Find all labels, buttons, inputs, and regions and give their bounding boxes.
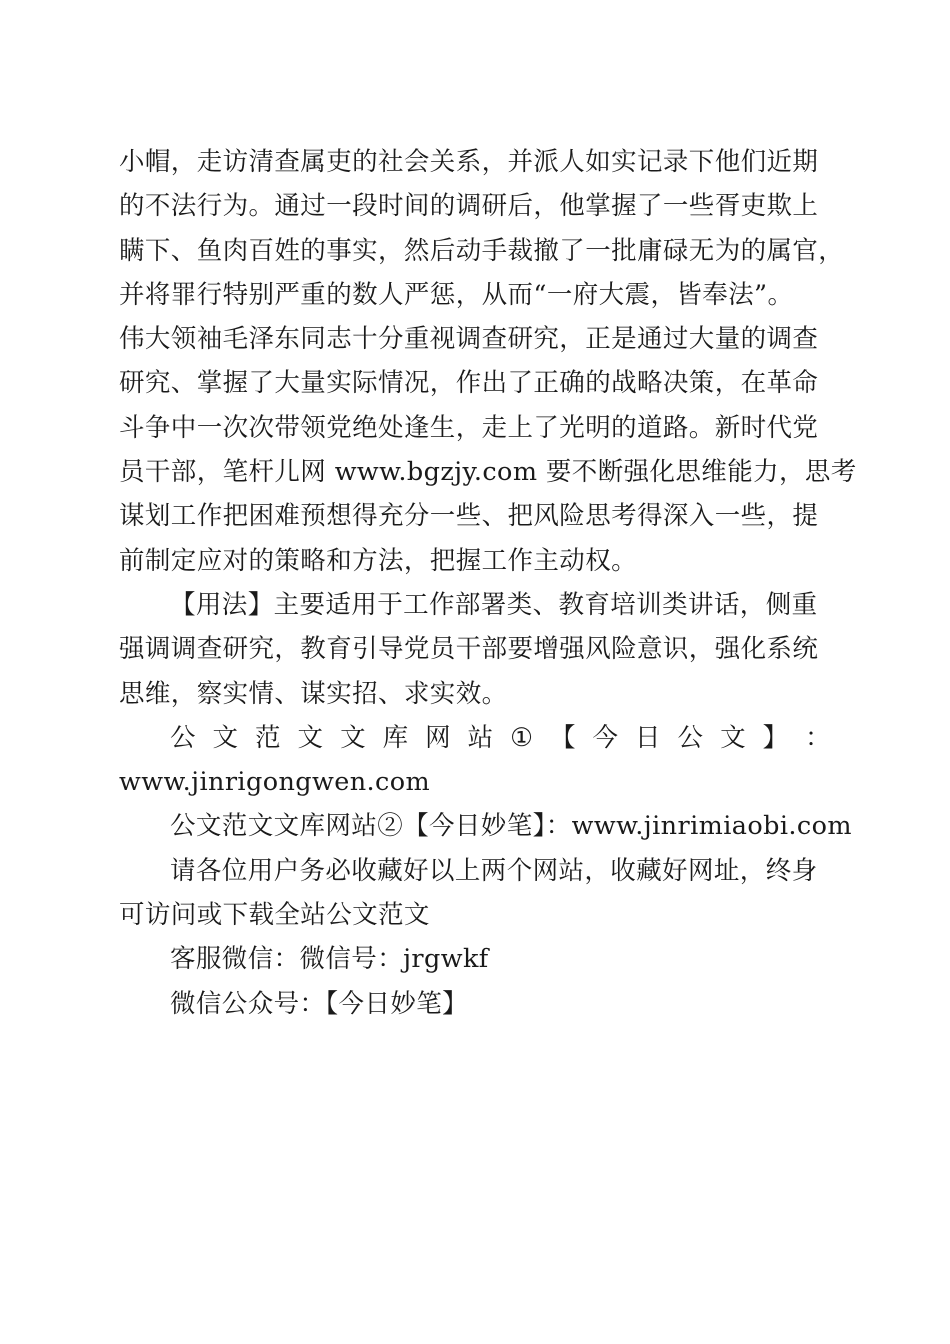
site1-char: 公 [170,722,196,753]
body-paragraph [119,140,857,583]
text-line: 斗争中一次次带领党绝处逢生，走上了光明的道路。新时代党 [119,412,819,443]
text-line: 谋划工作把困难预想得充分一些、把风险思考得深入一些，提 [119,501,819,532]
site1-char: 范 [255,722,281,753]
site1-char: 站 [467,722,494,753]
wechat-service-paragraph [119,937,831,981]
site1-char: 【 [550,722,576,753]
text-line: 研究、掌握了大量实际情况，作出了正确的战略决策，在革命 [119,368,819,399]
site1-paragraph [119,716,831,805]
site1-char: 库 [382,722,409,753]
site1-char: 今 [592,722,619,753]
text-line: 并将罪行特别严重的数人严惩，从而“一府大震，皆奉法”。 [119,279,794,310]
text-line: 请各位用户务必收藏好以上两个网站，收藏好网址，终身 [170,855,818,886]
text-line: 可访问或下载全站公文范文 [119,900,430,931]
document-content [119,140,857,1026]
text-line: 的不法行为。通过一段时间的调研后，他掌握了一些胥吏欺上 [119,191,819,222]
site2-line[interactable]: 公文范文文库网站②【今日妙笔】：www.jinrimiaobi.com [170,811,852,842]
site1-char: 文 [297,722,324,753]
site1-url[interactable]: www.jinrigongwen.com [119,767,431,798]
site1-char: 文 [340,722,366,753]
usage-paragraph [119,583,831,716]
site1-char: 日 [635,722,661,753]
notice-paragraph [119,849,831,938]
text-line: 小帽，走访清查属吏的社会关系，并派人如实记录下他们近期 [119,147,819,177]
text-line: 瞒下、鱼肉百姓的事实，然后动手裁撤了一批庸碌无为的属官， [119,235,845,266]
wechat-official: 微信公众号：【今日妙笔】 [170,988,469,1019]
text-line: 强调调查研究，教育引导党员干部要增强风险意识，强化系统 [119,634,819,665]
site1-char: ① [510,722,534,753]
text-line: 思维，察实情、谋实招、求实效。 [119,678,508,709]
text-line: 【用法】主要适用于工作部署类、教育培训类讲话，侧重 [170,589,818,620]
site1-char: 】 [762,722,789,753]
site2-paragraph [119,804,852,848]
text-line: 伟大领袖毛泽东同志十分重视调查研究，正是通过大量的调查 [119,324,819,355]
site1-label [119,716,831,760]
text-line: 前制定应对的策略和方法，把握工作主动权。 [119,545,638,576]
wechat-official-paragraph [119,982,831,1026]
site1-char: 网 [425,722,451,753]
site1-char: 文 [720,722,746,753]
site1-char: 公 [677,722,704,753]
wechat-service: 客服微信：微信号：jrgwkf [170,944,489,975]
site1-char: 文 [212,722,239,753]
text-line: 员干部，笔杆儿网 www.bgzjy.com 要不断强化思维能力，思考 [119,457,857,488]
site1-char: ： [805,722,831,753]
